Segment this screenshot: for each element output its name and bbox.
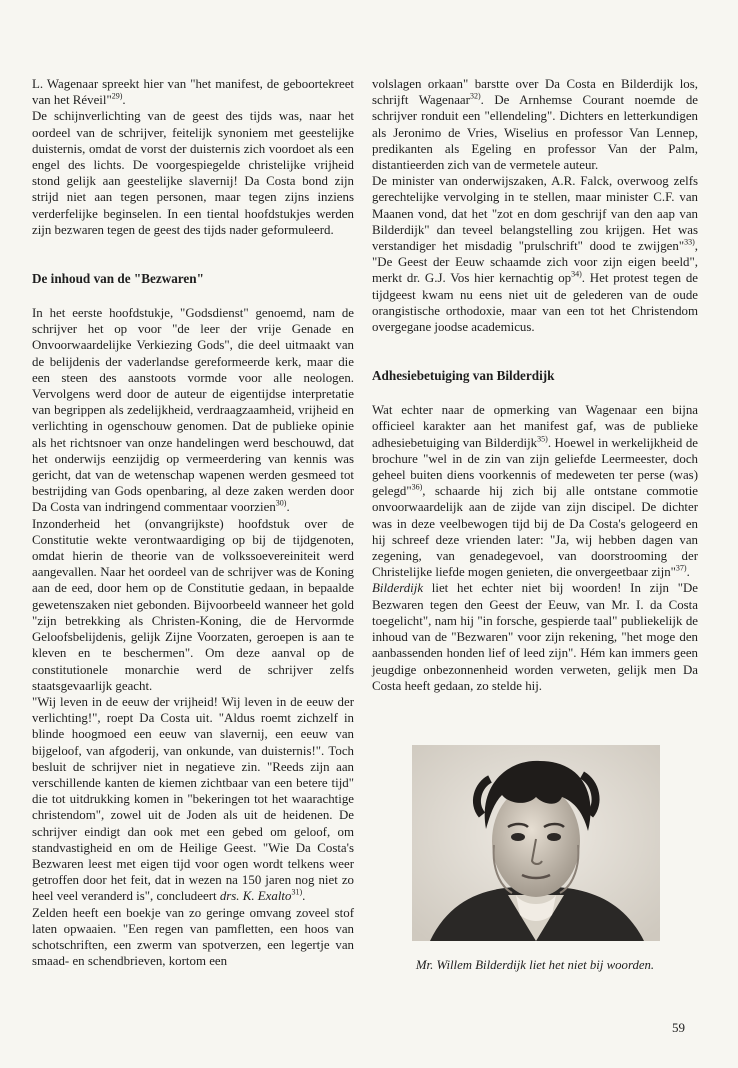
- footnote-ref: 30): [275, 499, 287, 509]
- right-column: [372, 76, 698, 694]
- paragraph: In het eerste hoofdstukje, "Godsdienst" genoemd, nam de schrijver het op voor "de leer der vrije Genade en Onvoorwaardelijke Verkiezing Gods", die deel uitmaakt van de belijdenis der vaderlandse gereformeerde kerk, maar die een steen des aanstoots vormde voor alle neologen. Vervolgens werd door de auteur de eigentijdse interpretatie van begrippen als zedelijkheid, verdraagzaamheid, vrijheid en verlichting in ogenschouw genomen. Dat de publieke opinie als het richtsnoer van onze handelingen werd beschouwd, dat het onderwijs eenzijdig op vermeerdering van kennis was gericht, dat van de wetenschap wapenen werden gesmeed tot bestrijding van Gods openbaring, al deze zaken werden door Da Costa van indringend commentaar voorzien$^{30)}$.: [32, 306, 354, 515]
- footnote-ref: 31): [291, 888, 303, 898]
- paragraph: Wat echter naar de opmerking van Wagenaar een bijna officieel karakter aan het manifest gaf, was de publieke adhesiebetuiging van Bilderdijk$^{35)}$. Hoewel in werkelijkheid de brochure "wel in de zin van zijn geliefde Leermeester, doch geheel buiten diens voorkennis of medeweten ter perse (was) gelegd"$^{36)}$, schaarde hij zich bij alle ontstane commotie onvoorwaardelijk aan de zijde van zijn discipel. De dichter was in deze veelbewogen tijd bij de Da Costa's gelogeerd en hij schreef deze vrienden later: "Ja, wij hebben dagen van zegening, van genadegevoel, van doorstrooming der Christelijke liefde mogen genieten, die onvergeetbaar zijn"$^{37)}$. Bilderdijk liet het echter niet bij woorden! In zijn "De Bezwaren tegen den Geest der Eeuw, van Mr. I. da Costa toegelicht", nam hij "in forsche, gespierde taal" publiekelijk de inhoud van de "Bezwaren" voor zijn rekening, "het moge den aanbassenden honden lief of leed zijn". Hém kan immers geen jeugdige onbezonnenheid worden verweten, gelijk men Da Costa heeft gedaan, zo stelde hij.: [372, 403, 698, 693]
- emphasized-name: Bilderdijk: [372, 581, 424, 596]
- portrait-image: [412, 745, 660, 941]
- footnote-ref: 37): [675, 563, 687, 573]
- author-name: drs. K. Exalto: [219, 889, 292, 904]
- footnote-ref: 32): [469, 91, 481, 101]
- left-column: [32, 76, 354, 969]
- footnote-ref: 36): [411, 482, 423, 492]
- section-heading: Adhesiebetuiging van Bilderdijk: [372, 368, 555, 384]
- footnote-ref: 33): [684, 237, 695, 247]
- paragraph: Inzonderheid het (onvangrijkste) hoofdstuk over de Constitutie wekte verontwaardiging op bij de tijdgenoten, omdat hierin de theorie van de volkssoevereiniteit werd aangevallen. Naar het oordeel van de schrijver was de Koning aan de eed, door hem op de Constitutie gedaan, in bepaalde gewetenszaken niet gebonden. Bijvoorbeeld wanneer het gold "zijn betrekking als Christen-Koning, die de Hervormde Geloofsbelijdenis, gelijk Zijne Voorzaten, geroepen is aan te kleven en te beschermen". Om deze aanval op de constitutionele monarchie werd de schrijver zelfs staatsgevaarlijk geacht.: [32, 516, 354, 693]
- paragraph: L. Wagenaar spreekt hier van "het manifest, de geboortekreet van het Réveil"$^{29)}$.: [32, 77, 354, 108]
- paragraph: Zelden heeft een boekje van zo geringe omvang zoveel stof laten opwaaien. "Een regen van pamfletten, een hoos van schotschriften, een zwerm van spotverzen, een legertje van smaad- en schendbrieven, kortom een: [32, 905, 354, 969]
- footnote-ref: 35): [537, 434, 548, 444]
- section-heading: De inhoud van de "Bezwaren": [32, 271, 204, 287]
- paragraph: volslagen orkaan" barstte over Da Costa en Bilderdijk los, schrijft Wagenaar$^{32)}$. De Arnhemse Courant noemde de schrijver ronduit een "ellendeling". Dichters en letterkundigen als Jeronimo de Vries, Wiselius en professor Van Lennep, predikanten als Egeling en professor Van der Palm, distantieerden zich van de vermetele auteur.: [372, 77, 698, 173]
- page-number: 59: [672, 1020, 685, 1035]
- figure-caption: Mr. Willem Bilderdijk liet het niet bij woorden.: [415, 958, 655, 972]
- paragraph: De minister van onderwijszaken, A.R. Falck, overwoog zelfs gerechtelijke vervolging in te stellen, maar minister C.F. van Maanen vond, dat het "zot en dom geschrijf van den aap van Bilderdijk" dan teveel belangstelling zou krijgen. Het was verstandiger het misdadig "prulschrift" dood te zwijgen"$^{33)}$, "De Geest der Eeuw schaamde zich voor zijn eigen beeld", merkt dr. G.J. Vos hier kernachtig $op^{34)}$. Het protest tegen de tijdgeest kwam nu eens niet uit de gelederen van de oude orangistische orthodoxie, maar van een tot het Christendom overgegane joodse academicus.: [372, 174, 698, 335]
- paragraph: "Wij leven in de eeuw der vrijheid! Wij leven in de eeuw der verlichting!", roept Da Costa uit. "Aldus roemt zichzelf in blinde hoogmoed een eeuw van slavernij, een eeuw van bijgeloof, van afgoderij, van onkunde, van duisternis!". Toch besluit de schrijver niet in negatieve zin. "Reeds zijn aan verschillende kanten de kiemen zichtbaar van een betere tijd" die tot uitdrukking komen in "bekeringen tot het waarachtige christendom", zowel uit de Joden als uit de heidenen. De schrijver eindigt dan ook met een gebed om geloof, om standvastigheid en om de Heilige Geest. "Wie Da Costa's Bezwaren leest met eigen tijd voor ogen wordt telkens weer getroffen door het feit, dat in wezen na 150 jaren nog niet zo heel veel veranderd is", concludeert drs. K. Exalto$^{31)}$.: [32, 694, 354, 904]
- portrait-figure: [412, 745, 660, 941]
- paragraph: De schijnverlichting van de geest des tijds was, naar het oordeel van de schrijver, feitelijk synoniem met geestelijke duisternis, omdat de vorst der duisternis zich voordoet als een engel des lichts. De voorgespiegelde christelijke vrijheid stond gelijk aan geestelijke slavernij! Da Costa bond zijn strijd niet aan tegen personen, maar tegen zijns inziens verderfelijke beginselen. In een tiental hoofdstukjes werden zijn bezwaren tegen de geest des tijds nader geformuleerd.: [32, 109, 354, 237]
- footnote-ref: 29): [111, 91, 123, 101]
- footnote-ref: 34): [571, 270, 582, 280]
